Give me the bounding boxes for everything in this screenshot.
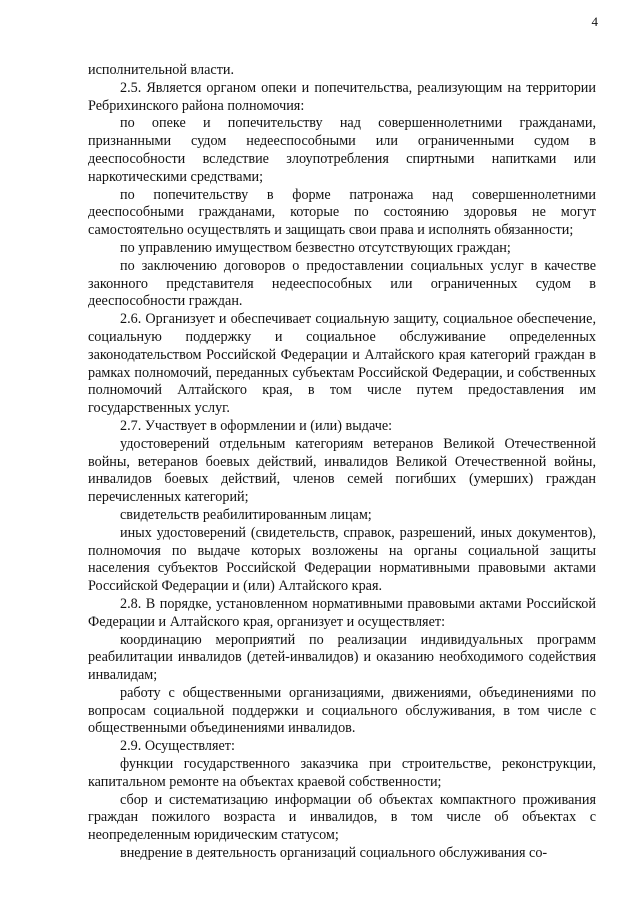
paragraph: по опеке и попечительству над совершеннолетними гражданами, признанными судом недееспособными или ограниченными судом в дееспособности вследствие злоупотребления спиртными напитками или наркотическими средствами;	[88, 115, 596, 185]
paragraph: исполнительной власти.	[88, 62, 235, 78]
paragraph: по управлению имуществом безвестно отсутствующих граждан;	[120, 239, 511, 256]
paragraph: сбор и систематизацию информации об объектах компактного проживания граждан пожилого возраста и инвалидов, в том числе об объектах с неопределенным юридическим статусом;	[88, 791, 596, 844]
paragraph: удостоверений отдельным категориям ветеранов Великой Отечественной войны, ветеранов боевых действий, инвалидов Великой Отечественной войны, инвалидов боевых действий, членов семей погибших (умерших) граждан перечисленных категорий;	[88, 435, 596, 506]
paragraph: координацию мероприятий по реализации индивидуальных программ реабилитации инвалидов (детей-инвалидов) и оказанию необходимого содействия инвалидам;	[88, 631, 596, 684]
paragraph: функции государственного заказчика при строительстве, реконструкции, капитальном ремонте на объектах краевой собственности;	[88, 756, 596, 790]
paragraph-section-2-9: 2.9. Осуществляет:	[120, 738, 235, 755]
paragraph: иных удостоверений (свидетельств, справок, разрешений, иных документов), полномочия по выдаче которых возложены на органы социальной защиты населения субъектов Российской Федерации нормативными правовыми актами Российской Федерации и (или) Алтайского края.	[88, 524, 596, 595]
document-body	[88, 62, 596, 863]
paragraph-section-2-8: 2.8. В порядке, установленном нормативными правовыми актами Российской Федерации и Алтайского края, организует и осуществляет:	[88, 595, 596, 630]
paragraph: свидетельств реабилитированным лицам;	[120, 506, 372, 523]
paragraph: по попечительству в форме патронажа над совершеннолетними дееспособными гражданами, которые по состоянию здоровья не могут самостоятельно осуществлять и защищать свои права и исполнять обязанности;	[88, 186, 596, 239]
page-number: 4	[591, 14, 598, 29]
paragraph: работу с общественными организациями, движениями, объединениями по вопросам социальной поддержки и социального обслуживания, в том числе с общественными объединениями инвалидов.	[88, 684, 596, 737]
paragraph-section-2-6: 2.6. Организует и обеспечивает социальную защиту, социальное обеспечение, социальную поддержку и социальное обслуживание определенных законодательством Российской Федерации и Алтайского края категорий граждан в рамках полномочий, переданных субъектам Российской Федерации, и собственных полномочий Алтайского края, в том числе путем предоставления им государственных услуг.	[88, 311, 596, 417]
paragraph-section-2-5: 2.5. Является органом опеки и попечительства, реализующим на территории Ребрихинского района полномочия:	[88, 79, 596, 114]
paragraph: внедрение в деятельность организаций социального обслуживания со-	[120, 845, 548, 862]
paragraph-section-2-7: 2.7. Участвует в оформлении и (или) выдаче:	[120, 417, 393, 434]
paragraph: по заключению договоров о предоставлении социальных услуг в качестве законного представителя недееспособных или ограниченных судом в дееспособности граждан.	[88, 257, 596, 310]
